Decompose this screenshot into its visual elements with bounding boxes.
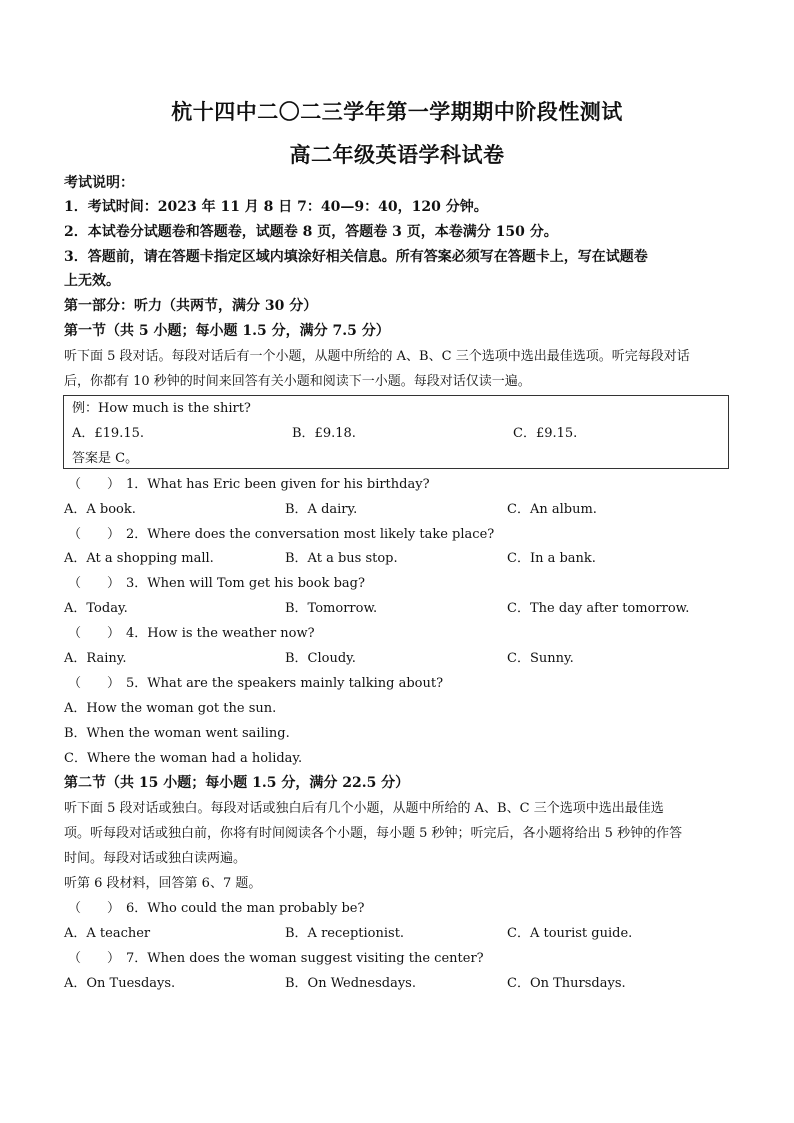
question-2-option-a: A．At a shopping mall. — [64, 551, 214, 566]
question-5-option-c: C．Where the woman had a holiday. — [64, 751, 303, 766]
question-6-option-a: A．A teacher — [64, 926, 151, 941]
question-1-option-a: A．A book. — [64, 502, 136, 517]
question-5-option-a: A．How the woman got the sun. — [64, 701, 277, 716]
question-2-option-c: C．In a bank. — [507, 551, 596, 566]
example-option-b: B．£9.18. — [292, 426, 356, 441]
question-6-option-b: B．A receptionist. — [285, 926, 405, 941]
instruction-item-1: 1．考试时间：2023 年 11 月 8 日 7：40—9：40，120 分钟。 — [64, 199, 488, 215]
example-answer: 答案是 C。 — [72, 451, 139, 466]
exam-subtitle: 高二年级英语学科试卷 — [289, 142, 505, 167]
question-6-stem: （ ） 6．Who could the man probably be? — [68, 901, 365, 916]
instruction-item-3-line2: 上无效。 — [64, 273, 120, 289]
question-4-option-b: B．Cloudy. — [285, 651, 356, 666]
section1-desc-line1: 听下面 5 段对话。每段对话后有一个小题，从题中所给的 A、B、C 三个选项中选出最佳选项。听完每段对话 — [64, 349, 690, 364]
example-option-c: C．£9.15. — [513, 426, 578, 441]
section2-desc-line1: 听下面 5 段对话或独白。每段对话或独白后有几个小题，从题中所给的 A、B、C 三个选项中选出最佳选 — [64, 801, 664, 816]
question-7-option-b: B．On Wednesdays. — [285, 976, 416, 991]
question-6-option-c: C．A tourist guide. — [507, 926, 633, 941]
section1-heading: 第一节（共 5 小题；每小题 1.5 分，满分 7.5 分） — [64, 323, 390, 339]
question-5-option-b: B．When the woman went sailing. — [64, 726, 290, 741]
question-3-stem: （ ） 3．When will Tom get his book bag? — [68, 576, 365, 591]
question-3-option-b: B．Tomorrow. — [285, 601, 378, 616]
question-7-stem: （ ） 7．When does the woman suggest visiting the center? — [68, 951, 484, 966]
section2-desc-line2: 项。听每段对话或独白前，你将有时间阅读各个小题，每小题 5 秒钟；听完后，各小题将给出 5 秒钟的作答 — [64, 826, 683, 841]
instruction-item-2: 2．本试卷分试题卷和答题卷，试题卷 8 页，答题卷 3 页，本卷满分 150 分。 — [64, 224, 558, 240]
question-4-option-c: C．Sunny. — [507, 651, 574, 666]
example-question: 例：How much is the shirt? — [72, 401, 251, 416]
question-1-stem: （ ） 1．What has Eric been given for his birthday? — [68, 477, 430, 492]
section1-desc-line2: 后，你都有 10 秒钟的时间来回答有关小题和阅读下一小题。每段对话仅读一遍。 — [64, 374, 531, 389]
question-1-option-c: C．An album. — [507, 502, 597, 517]
instruction-item-3-line1: 3．答题前，请在答题卡指定区域内填涂好相关信息。所有答案必须写在答题卡上，写在试题卷 — [64, 249, 648, 265]
question-1-option-b: B．A dairy. — [285, 502, 358, 517]
question-3-option-c: C．The day after tomorrow. — [507, 601, 690, 616]
question-7-option-a: A．On Tuesdays. — [64, 976, 176, 991]
question-4-option-a: A．Rainy. — [64, 651, 127, 666]
material-6-note: 听第 6 段材料，回答第 6、7 题。 — [64, 876, 262, 891]
question-2-stem: （ ） 2．Where does the conversation most likely take place? — [68, 527, 495, 542]
question-7-option-c: C．On Thursdays. — [507, 976, 626, 991]
question-4-stem: （ ） 4．How is the weather now? — [68, 626, 315, 641]
section2-heading: 第二节（共 15 小题；每小题 1.5 分，满分 22.5 分） — [64, 775, 410, 791]
instructions-heading: 考试说明： — [64, 175, 134, 191]
question-3-option-a: A．Today. — [64, 601, 128, 616]
part1-heading: 第一部分：听力（共两节，满分 30 分） — [64, 298, 318, 314]
section2-desc-line3: 时间。每段对话或独白读两遍。 — [64, 851, 247, 866]
exam-title: 杭十四中二〇二三学年第一学期期中阶段性测试 — [171, 99, 623, 124]
question-2-option-b: B．At a bus stop. — [285, 551, 398, 566]
example-option-a: A．£19.15. — [72, 426, 145, 441]
question-5-stem: （ ） 5．What are the speakers mainly talking about? — [68, 676, 444, 691]
